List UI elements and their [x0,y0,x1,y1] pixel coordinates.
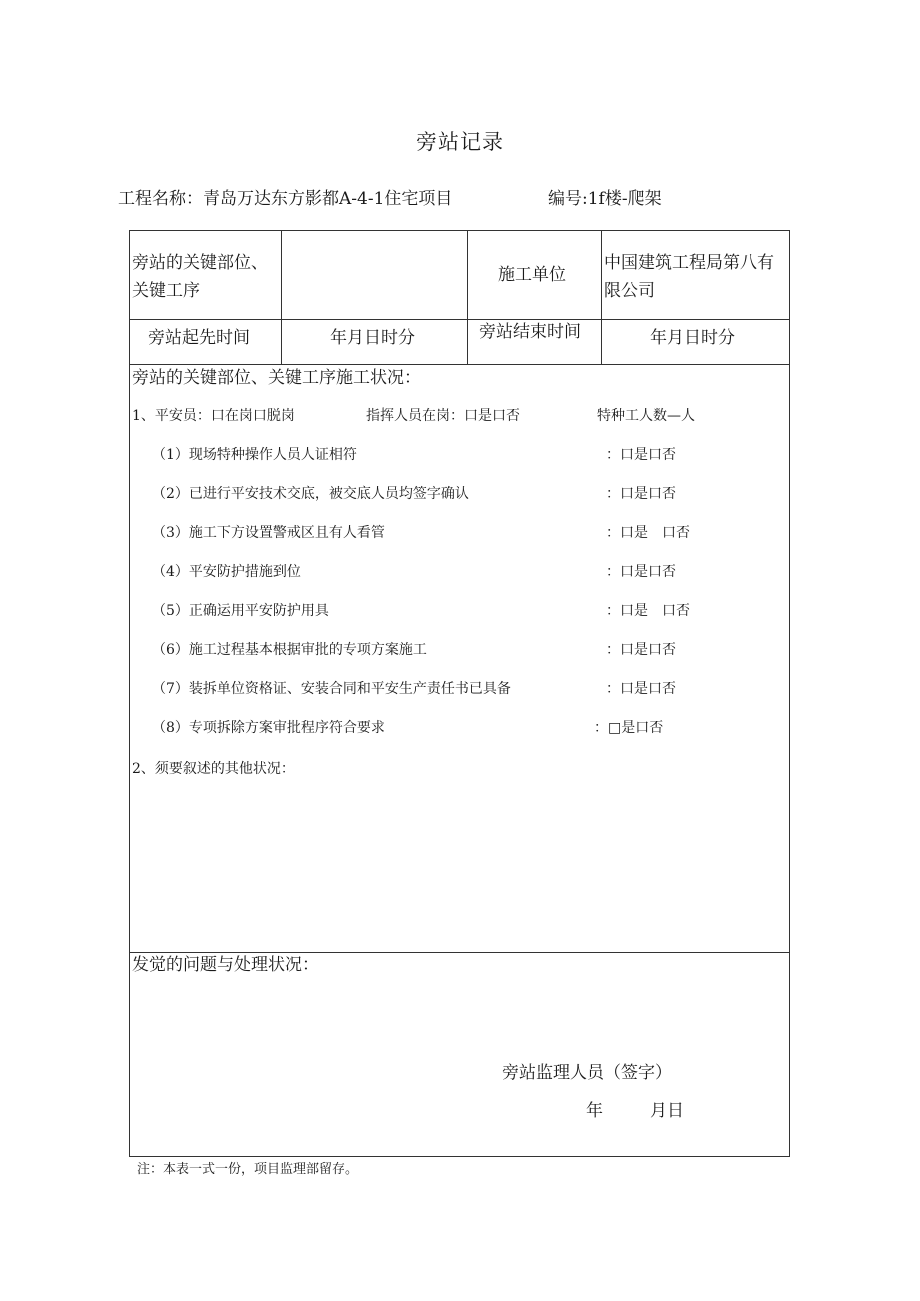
code-line [548,184,662,209]
key-position-label [132,249,268,305]
commander-line: 指挥人员在岗：口是口否 [366,408,520,424]
project-name: 青岛万达东方影都A-4-1住宅项目 [203,189,453,209]
code-label: 编号: [548,189,588,209]
check-item-text: （4）平安防护措施到位 [152,564,301,580]
check-item-answer[interactable]: ：口是 口否 [606,525,690,541]
construction-unit-value-line2: 限公司 [604,281,655,301]
check-item-answer[interactable]: ：口是口否 [606,642,676,658]
column-divider [281,231,282,364]
column-divider [467,231,468,364]
check-item-text: （6）施工过程基本根据审批的专项方案施工 [152,642,427,658]
project-label: 工程名称： [118,189,203,209]
check-item-text: （5）正确运用平安防护用具 [152,603,329,619]
start-time-label: 旁站起先时间 [148,328,250,348]
column-divider [601,231,602,364]
check-item-answer[interactable]: ：□是口否 [594,720,664,736]
date-month-day: 月日 [650,1101,684,1121]
signature-label: 旁站监理人员（签字） [502,1063,672,1083]
other-conditions-label: 2、须要叙述的其他状况： [132,761,295,777]
code-value: 1f楼-爬架 [587,189,662,209]
construction-unit-label: 施工单位 [498,265,566,285]
check-item-answer[interactable]: ：口是口否 [606,564,676,580]
project-line [118,184,452,209]
check-item-answer[interactable]: ：口是口否 [606,486,676,502]
check-item-text: （3）施工下方设置警戒区且有人看管 [152,525,385,541]
check-item-text: （8）专项拆除方案审批程序符合要求 [152,720,385,736]
end-time-value[interactable]: 年月日时分 [650,328,735,348]
check-item-answer[interactable]: ：口是 口否 [606,603,690,619]
check-item-text: （2）已进行平安技术交底，被交底人员均签字确认 [152,486,469,502]
problems-heading: 发觉的问题与处理状况： [132,955,319,975]
construction-unit-value-line1: 中国建筑工程局第八有 [604,253,774,273]
check-item-answer[interactable]: ：口是口否 [606,447,676,463]
page-title: 旁站记录 [416,130,504,154]
end-time-label: 旁站结束时间 [479,322,581,342]
date-year: 年 [586,1101,603,1121]
status-heading: 旁站的关键部位、关键工序施工状况： [132,368,421,388]
construction-unit-value [604,249,774,305]
safety-officer-line: 1、平安员：口在岗口脱岗 [132,408,295,424]
key-position-label-line1: 旁站的关键部位、 [132,253,268,273]
footnote: 注：本表一式一份，项目监理部留存。 [137,1162,359,1177]
key-position-label-line2: 关键工序 [132,281,200,301]
check-item-text: （1）现场特种操作人员人证相符 [152,447,357,463]
start-time-value[interactable]: 年月日时分 [330,328,415,348]
special-workers-line: 特种工人数—人 [597,408,695,424]
record-form-table [129,230,790,1157]
check-item-answer[interactable]: ：口是口否 [606,681,676,697]
row-divider [130,319,789,320]
check-item-text: （7）装拆单位资格证、安装合同和平安生产责任书已具备 [152,681,511,697]
